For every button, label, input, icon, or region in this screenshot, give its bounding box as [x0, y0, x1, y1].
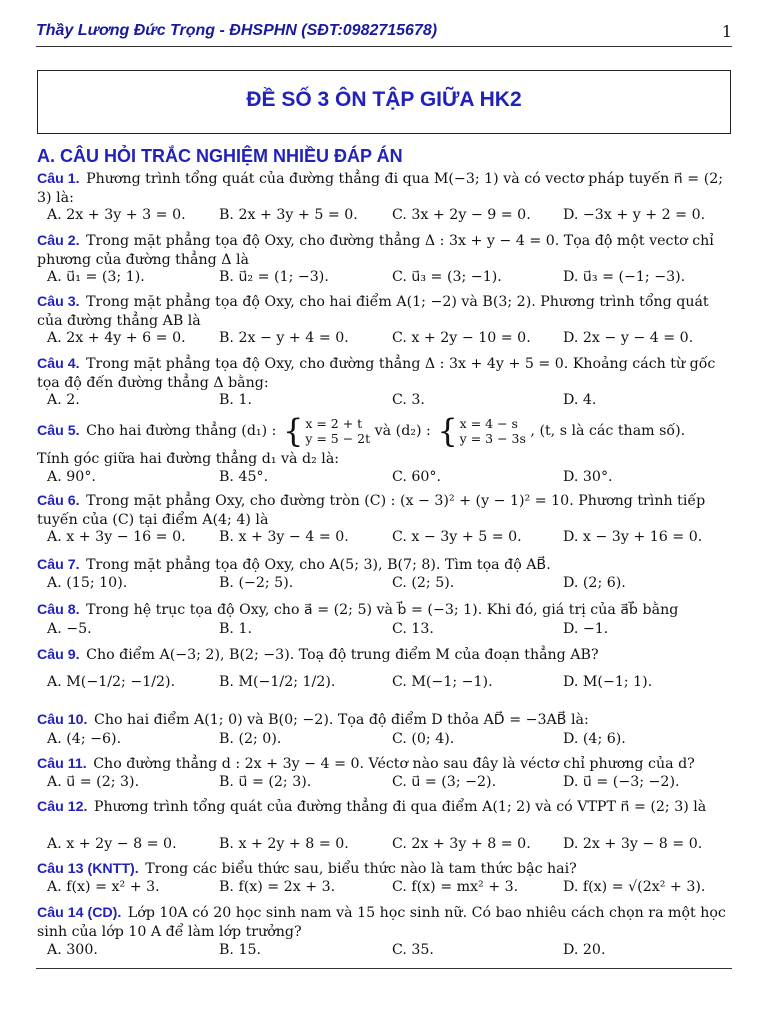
- option-d[interactable]: D. −3x + y + 2 = 0.: [563, 207, 706, 223]
- brace-icon: {: [282, 412, 304, 450]
- option-a[interactable]: A. (15; 10).: [47, 575, 128, 591]
- option-d[interactable]: D. 20.: [563, 942, 606, 958]
- option-d[interactable]: D. u⃗₃ = (−1; −3).: [563, 269, 686, 285]
- option-c[interactable]: C. 35.: [392, 942, 434, 958]
- option-c[interactable]: C. u⃗ = (3; −2).: [392, 774, 497, 790]
- equation-line: y = 5 − 2t: [305, 431, 371, 446]
- option-a[interactable]: A. 2.: [47, 392, 80, 408]
- question-text: Trong mặt phẳng Oxy, cho đường tròn (C) : (x − 3)² + (y − 1)² = 10. Phương trình tiếp tuyến của (C) tại điểm A(4; 4) là: [37, 493, 706, 528]
- question-text: Tính góc giữa hai đường thẳng d₁ và d₂ là:: [37, 451, 340, 467]
- option-a[interactable]: A. x + 3y − 16 = 0.: [47, 529, 186, 545]
- option-a[interactable]: A. u⃗₁ = (3; 1).: [47, 269, 145, 285]
- options-4: [47, 390, 737, 410]
- option-b[interactable]: B. 2x − y + 4 = 0.: [219, 330, 349, 346]
- option-d[interactable]: D. u⃗ = (−3; −2).: [563, 774, 680, 790]
- options-1: [47, 205, 737, 225]
- option-c[interactable]: C. x − 3y + 5 = 0.: [392, 529, 522, 545]
- question-number: Câu 9.: [37, 647, 80, 663]
- option-a[interactable]: A. (4; −6).: [47, 731, 122, 747]
- question-number: Câu 5.: [37, 423, 80, 439]
- option-c[interactable]: C. f(x) = mx² + 3.: [392, 879, 519, 895]
- option-b[interactable]: B. 15.: [219, 942, 262, 958]
- question-text: Phương trình tổng quát của đường thẳng đi qua M(−3; 1) và có vectơ pháp tuyến n⃗ = (2; 3) là:: [37, 171, 724, 206]
- option-d[interactable]: D. 30°.: [563, 469, 613, 485]
- question-text: , (t, s là các tham số).: [530, 423, 686, 439]
- option-a[interactable]: A. 90°.: [47, 469, 96, 485]
- question-text: Cho hai đường thẳng (d₁) :: [86, 423, 277, 439]
- header-title: Thầy Lương Đức Trọng - ĐHSPHN (SĐT:0982715678): [36, 22, 438, 39]
- option-c[interactable]: C. 60°.: [392, 469, 442, 485]
- question-number: Câu 13 (KNTT).: [37, 861, 139, 877]
- question-number: Câu 7.: [37, 557, 80, 573]
- question-text: Lớp 10A có 20 học sinh nam và 15 học sinh nữ. Có bao nhiêu cách chọn ra một học sinh của lớp 10 A để làm lớp trưởng?: [37, 905, 726, 940]
- options-14: [47, 940, 737, 960]
- title-box: [37, 70, 731, 134]
- option-c[interactable]: C. u⃗₃ = (3; −1).: [392, 269, 502, 285]
- question-text: và (d₂) :: [374, 423, 431, 439]
- question-1: [37, 170, 737, 208]
- option-b[interactable]: B. x + 2y + 8 = 0.: [219, 836, 349, 852]
- option-c[interactable]: C. 2x + 3y + 8 = 0.: [392, 836, 531, 852]
- section-heading: A. CÂU HỎI TRẮC NGHIỆM NHIỀU ĐÁP ÁN: [37, 146, 403, 166]
- question-5: [37, 414, 737, 448]
- option-c[interactable]: C. 3.: [392, 392, 425, 408]
- question-6: [37, 492, 737, 530]
- footer-rule: [36, 968, 732, 969]
- brace-icon: {: [437, 412, 458, 450]
- question-4: [37, 355, 737, 393]
- option-d[interactable]: D. −1.: [563, 621, 609, 637]
- question-number: Câu 4.: [37, 356, 80, 372]
- option-c[interactable]: C. (2; 5).: [392, 575, 455, 591]
- options-5: [47, 467, 737, 487]
- option-a[interactable]: A. f(x) = x² + 3.: [47, 879, 160, 895]
- option-b[interactable]: B. x + 3y − 4 = 0.: [219, 529, 349, 545]
- system-d1: [305, 416, 370, 446]
- option-b[interactable]: B. f(x) = 2x + 3.: [219, 879, 336, 895]
- question-text: Trong mặt phẳng tọa độ Oxy, cho đường thẳng Δ : 3x + 4y + 5 = 0. Khoảng cách từ gốc tọa độ đến đường thẳng Δ bằng:: [37, 356, 716, 391]
- options-12: [47, 834, 737, 854]
- options-6: [47, 527, 737, 547]
- options-2: [47, 267, 737, 287]
- equation-line: y = 3 − 3s: [459, 431, 526, 446]
- question-text: Trong hệ trục tọa độ Oxy, cho a⃗ = (2; 5) và b⃗ = (−3; 1). Khi đó, giá trị của a⃗b⃗ bằng: [86, 602, 679, 618]
- option-b[interactable]: B. u⃗ = (2; 3).: [219, 774, 312, 790]
- options-13: [47, 877, 737, 897]
- question-text: Phương trình tổng quát của đường thẳng đi qua điểm A(1; 2) và có VTPT n⃗ = (2; 3) là: [93, 799, 707, 815]
- question-text: Trong mặt phẳng tọa độ Oxy, cho A(5; 3), B(7; 8). Tìm tọa độ AB⃗.: [86, 557, 551, 573]
- question-number: Câu 6.: [37, 493, 80, 509]
- option-a[interactable]: A. M(−1/2; −1/2).: [47, 674, 176, 690]
- question-12: [37, 798, 737, 817]
- document-title: ĐỀ SỐ 3 ÔN TẬP GIỮA HK2: [246, 88, 522, 111]
- question-number: Câu 12.: [37, 799, 88, 815]
- option-c[interactable]: C. 3x + 2y − 9 = 0.: [392, 207, 531, 223]
- question-number: Câu 10.: [37, 712, 88, 728]
- options-7: [47, 573, 737, 593]
- option-d[interactable]: D. x − 3y + 16 = 0.: [563, 529, 703, 545]
- option-a[interactable]: A. u⃗ = (2; 3).: [47, 774, 140, 790]
- option-d[interactable]: D. 4.: [563, 392, 597, 408]
- question-2: [37, 232, 737, 270]
- option-d[interactable]: D. (4; 6).: [563, 731, 626, 747]
- equation-line: x = 2 + t: [305, 416, 363, 431]
- question-9: [37, 646, 737, 665]
- option-b[interactable]: B. u⃗₂ = (1; −3).: [219, 269, 329, 285]
- question-8: [37, 601, 737, 620]
- option-a[interactable]: A. x + 2y − 8 = 0.: [47, 836, 177, 852]
- option-b[interactable]: B. 1.: [219, 392, 252, 408]
- question-14: [37, 904, 737, 942]
- question-number: Câu 2.: [37, 233, 80, 249]
- option-b[interactable]: B. (2; 0).: [219, 731, 282, 747]
- option-b[interactable]: B. 1.: [219, 621, 252, 637]
- question-text: Cho hai điểm A(1; 0) và B(0; −2). Tọa độ điểm D thỏa AD⃗ = −3AB⃗ là:: [93, 712, 589, 728]
- option-d[interactable]: D. f(x) = √(2x² + 3).: [563, 879, 706, 895]
- options-11: [47, 772, 737, 792]
- option-c[interactable]: C. (0; 4).: [392, 731, 455, 747]
- question-number: Câu 8.: [37, 602, 80, 618]
- options-3: [47, 328, 737, 348]
- options-9: [47, 672, 737, 692]
- page-number: 1: [721, 22, 732, 41]
- question-number: Câu 14 (CD).: [37, 905, 122, 921]
- option-b[interactable]: B. 2x + 3y + 5 = 0.: [219, 207, 358, 223]
- option-c[interactable]: C. M(−1; −1).: [392, 674, 493, 690]
- question-text: Cho điểm A(−3; 2), B(2; −3). Toạ độ trung điểm M của đoạn thẳng AB?: [86, 647, 599, 663]
- options-8: [47, 619, 737, 639]
- page-header: [36, 20, 732, 47]
- option-d[interactable]: D. M(−1; 1).: [563, 674, 653, 690]
- options-10: [47, 729, 737, 749]
- question-number: Câu 1.: [37, 171, 80, 187]
- equation-line: x = 4 − s: [459, 416, 518, 431]
- option-a[interactable]: A. 2x + 4y + 6 = 0.: [47, 330, 186, 346]
- option-a[interactable]: A. −5.: [47, 621, 92, 637]
- option-c[interactable]: C. x + 2y − 10 = 0.: [392, 330, 531, 346]
- question-text: Trong mặt phẳng tọa độ Oxy, cho đường thẳng Δ : 3x + y − 4 = 0. Tọa độ một vectơ chỉ phương của đường thẳng Δ là: [37, 233, 714, 268]
- question-text: Trong các biểu thức sau, biểu thức nào là tam thức bậc hai?: [145, 861, 577, 877]
- option-b[interactable]: B. M(−1/2; 1/2).: [219, 674, 336, 690]
- question-10: [37, 711, 737, 730]
- option-a[interactable]: A. 2x + 3y + 3 = 0.: [47, 207, 186, 223]
- question-text: Trong mặt phẳng tọa độ Oxy, cho hai điểm A(1; −2) và B(3; 2). Phương trình tổng quát của đường thẳng AB là: [37, 294, 709, 329]
- option-b[interactable]: B. 45°.: [219, 469, 269, 485]
- option-b[interactable]: B. (−2; 5).: [219, 575, 294, 591]
- question-number: Câu 3.: [37, 294, 80, 310]
- option-a[interactable]: A. 300.: [47, 942, 98, 958]
- option-d[interactable]: D. 2x − y − 4 = 0.: [563, 330, 694, 346]
- question-text: Cho đường thẳng d : 2x + 3y − 4 = 0. Véctơ nào sau đây là véctơ chỉ phương của d?: [93, 756, 695, 772]
- option-d[interactable]: D. 2x + 3y − 8 = 0.: [563, 836, 703, 852]
- option-c[interactable]: C. 13.: [392, 621, 434, 637]
- system-d2: [460, 416, 526, 446]
- option-d[interactable]: D. (2; 6).: [563, 575, 626, 591]
- question-3: [37, 293, 737, 331]
- question-number: Câu 11.: [37, 756, 87, 772]
